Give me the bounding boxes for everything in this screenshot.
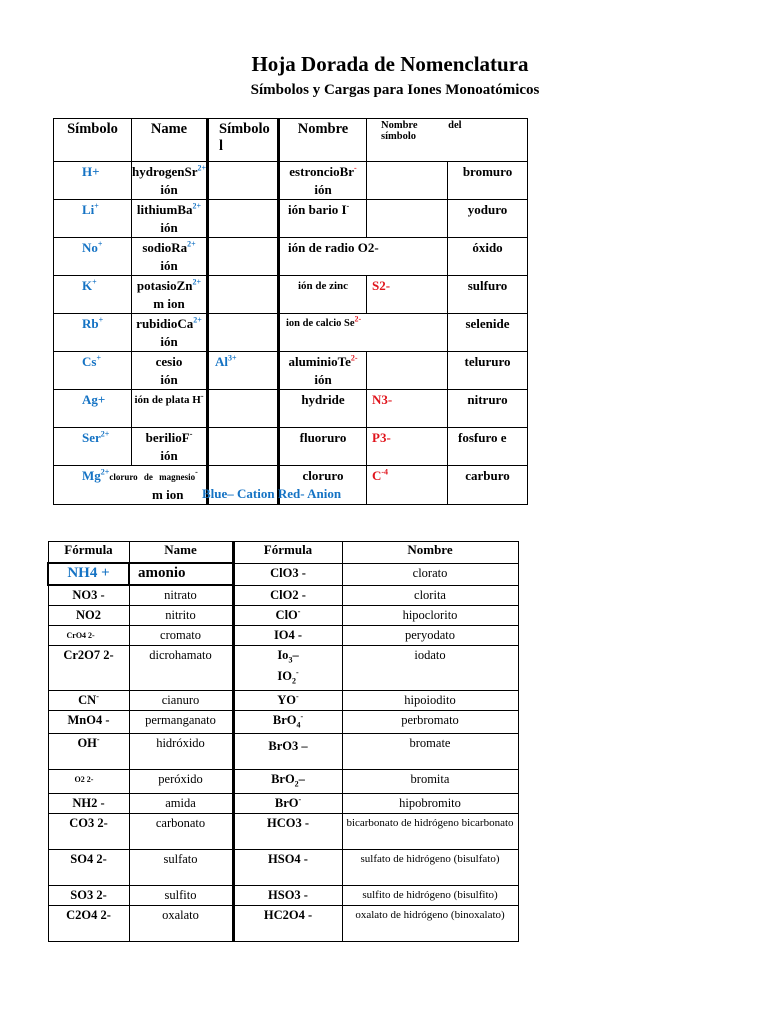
cation-name-2: aluminioTe$^{2-}$ ión [279,352,367,390]
name-cell-2: bicarbonato de hidrógeno bicarbonato [342,813,518,849]
name-cell: amida [129,793,233,813]
cation-name: cesio ión [132,352,208,390]
table-row [54,276,528,314]
name-cell: cianuro [129,690,233,710]
table-row [54,200,528,238]
table-row [48,793,518,813]
table-header-row [54,119,528,162]
formula-cell-2: ClO2 - [233,585,342,605]
formula-cell-2: HC2O4 - [233,905,342,941]
cation-symbol: K+ [54,276,132,314]
cation-name-2: ión de radio O2- [279,238,448,276]
cation-name-2: cloruro [279,466,367,505]
formula-cell: CN- [48,690,129,710]
formula-cell: NO2 [48,605,129,625]
header-nombre-simbolo: Nombre del símbolo [367,119,528,162]
cation-symbol-2 [208,390,279,428]
name-cell-2: clorato [342,563,518,585]
name-cell: dicrohamato [129,645,233,690]
formula-cell-2: ClO3 - [233,563,342,585]
table-row [48,849,518,885]
formula-cell: CrO4 2- [48,625,129,645]
polyatomic-ions-table [47,541,519,942]
name-cell: nitrito [129,605,233,625]
page-title: Hoja Dorada de Nomenclatura [251,52,529,76]
formula-cell: CO3 2- [48,813,129,849]
header-simbolo: Símbolo [54,119,132,162]
cation-symbol: Cs+ [54,352,132,390]
anion-symbol [367,352,448,390]
name-cell-2: bromita [342,770,518,794]
name-cell: sulfito [129,885,233,905]
name-cell: nitrato [129,585,233,605]
anion-name: carburo [448,466,528,505]
anion-name: selenide [448,314,528,352]
formula-cell-2: BrO$_2$– [233,770,342,794]
monatomic-ions-table [53,118,528,505]
name-cell-2: sulfato de hidrógeno (bisulfato) [342,849,518,885]
name-cell: hidróxido [129,734,233,770]
header-nombre: Nombre [342,542,518,564]
formula-cell-2: BrO$_4$- [233,710,342,734]
table-row [54,352,528,390]
table-row [48,710,518,734]
table-row [48,563,518,585]
header-formula-2: Fórmula [233,542,342,564]
name-cell-2: clorita [342,585,518,605]
header-simbolo-l: Símbolo l [208,119,279,162]
page-subtitle: Símbolos y Cargas para Iones Monoatómicos [250,82,540,98]
name-cell-2: oxalato de hidrógeno (binoxalato) [342,905,518,941]
cation-symbol: H+ [54,162,132,200]
anion-symbol: S2- [367,276,448,314]
anion-name: nitruro [448,390,528,428]
name-cell-2: peryodato [342,625,518,645]
table-row [48,770,518,794]
cation-name: potasioZn$^{2+}$ m ion [132,276,208,314]
formula-cell: SO4 2- [48,849,129,885]
name-cell: peróxido [129,770,233,794]
table-row [48,734,518,770]
cation-symbol-2 [208,428,279,466]
formula-cell: NO3 - [48,585,129,605]
anion-symbol: $C^{-4}$ [367,466,448,505]
table-row [54,390,528,428]
formula-cell-2: YO- [233,690,342,710]
anion-name: óxido [448,238,528,276]
formula-cell: NH2 - [48,793,129,813]
formula-cell: Cr2O7 2- [48,645,129,690]
formula-cell-2: HSO3 - [233,885,342,905]
cation-symbol-2 [208,200,279,238]
header-nombre: Nombre [279,119,367,162]
table-row [48,690,518,710]
cation-name: sodioRa$^{2+}$ ión [132,238,208,276]
name-cell: sulfato [129,849,233,885]
cation-symbol: Li+ [54,200,132,238]
header-name: Name [132,119,208,162]
cation-symbol-2 [208,276,279,314]
cation-symbol-2 [208,238,279,276]
cation-symbol: Rb+ [54,314,132,352]
cation-name-2: fluoruro [279,428,367,466]
cation-symbol-2 [208,162,279,200]
table-row [48,605,518,625]
cation-name: berilioF- ión [132,428,208,466]
anion-symbol: P3- [367,428,448,466]
anion-name: fosfuro e [448,428,528,466]
name-cell: carbonato [129,813,233,849]
cation-symbol-2: $Al^{3+}$ [208,352,279,390]
cation-symbol-2 [208,314,279,352]
cation-name-2: hydride [279,390,367,428]
name-cell-2: bromate [342,734,518,770]
table-row [48,625,518,645]
formula-cell: O2 2- [48,770,129,794]
header-name: Name [129,542,233,564]
formula-cell-2: HSO4 - [233,849,342,885]
cation-name-2: ión de zinc [279,276,367,314]
name-cell-2: hipoiodito [342,690,518,710]
cation-symbol: No+ [54,238,132,276]
formula-cell-2: BrO- [233,793,342,813]
anion-name: bromuro [448,162,528,200]
name-cell-2: iodato [342,645,518,690]
formula-cell-2: $Io_3-$ $IO_2^-$ [233,645,342,690]
formula-cell: MnO4 - [48,710,129,734]
anion-name: yoduro [448,200,528,238]
table-row [54,238,528,276]
cation-name-2: ión bario I- [279,200,367,238]
anion-symbol [367,162,448,200]
name-cell: amonio [129,563,233,585]
name-cell-2: sulfito de hidrógeno (bisulfito) [342,885,518,905]
anion-symbol [367,200,448,238]
cation-name: hydrogenSr$^{2+}$ ión [132,162,208,200]
cation-symbol: $Mg^{2+}cloruro$ de magnesio- m ion [54,466,208,505]
table-row [48,885,518,905]
anion-name: sulfuro [448,276,528,314]
formula-cell-2: HCO3 - [233,813,342,849]
cation-symbol: Ag+ [54,390,132,428]
cation-symbol: Ser$^{2+}$ [54,428,132,466]
name-cell: oxalato [129,905,233,941]
name-cell-2: hipoclorito [342,605,518,625]
name-cell-2: perbromato [342,710,518,734]
table-row [54,162,528,200]
name-cell-2: hipobromito [342,793,518,813]
color-legend: Blue– Cation Red- Anion [202,486,342,501]
name-cell: cromato [129,625,233,645]
header-formula: Fórmula [48,542,129,564]
formula-cell: C2O4 2- [48,905,129,941]
table-row [48,645,518,690]
table-row [48,905,518,941]
name-cell: permanganato [129,710,233,734]
formula-cell-2: IO4 - [233,625,342,645]
cation-name: ión de plata H- [132,390,208,428]
cation-name-2: ion de calcio $Se^{2-}$ [279,314,448,352]
cation-name-2: estroncioBr- ión [279,162,367,200]
formula-cell: SO3 2- [48,885,129,905]
formula-cell-2: BrO3 – [233,734,342,770]
cation-name: rubidioCa$^{2+}$ ión [132,314,208,352]
table-header-row [48,542,518,564]
cation-name: lithiumBa$^{2+}$ ión [132,200,208,238]
table-row [48,585,518,605]
table-row [54,428,528,466]
formula-cell-2: ClO- [233,605,342,625]
formula-cell: NH4 + [48,563,129,585]
formula-cell: OH- [48,734,129,770]
anion-symbol: N3- [367,390,448,428]
table-row [54,314,528,352]
table-row [48,813,518,849]
anion-name: telururo [448,352,528,390]
